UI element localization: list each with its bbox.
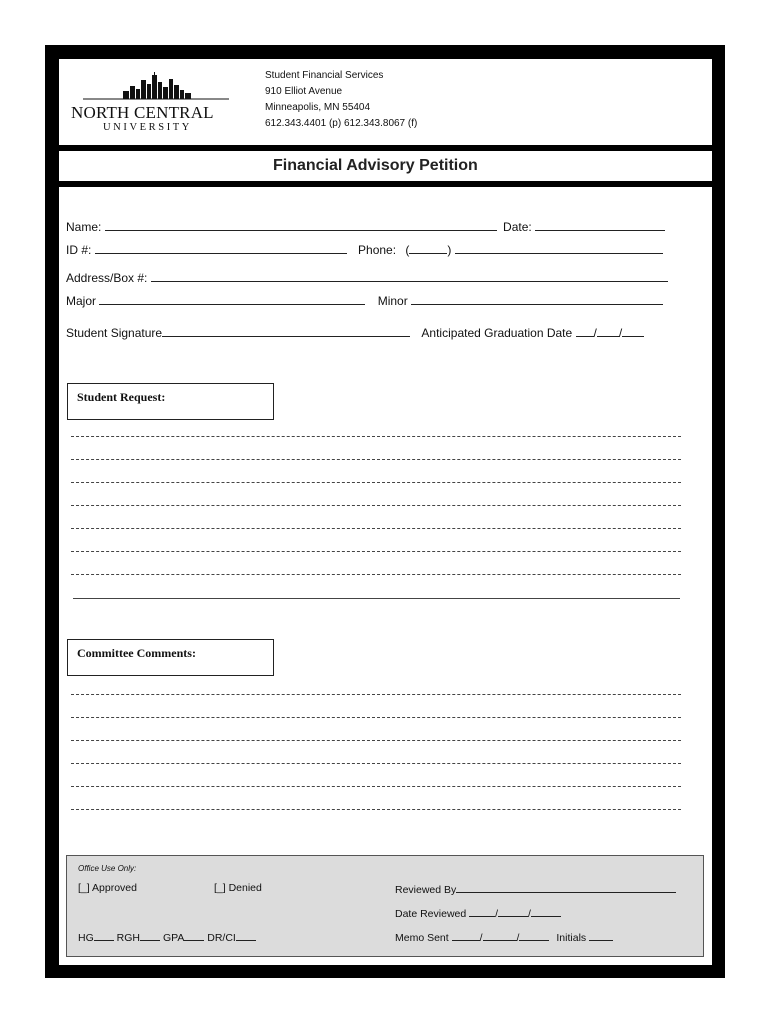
comment-line[interactable] [71, 740, 681, 741]
id-field[interactable] [95, 242, 347, 254]
code-drci: DR/CI [207, 932, 236, 944]
logo-name: NORTH CENTRAL [71, 103, 214, 122]
date-slash: / [593, 326, 597, 340]
major-label: Major [66, 294, 97, 308]
signature-label: Student Signature [66, 326, 163, 340]
date-slash: / [528, 908, 531, 920]
request-line[interactable] [71, 551, 681, 552]
title-bar [59, 151, 712, 181]
request-line[interactable] [73, 598, 680, 599]
grad-year-field[interactable] [622, 325, 644, 337]
approved-checkbox[interactable]: [_] Approved [78, 882, 137, 894]
minor-field[interactable] [411, 293, 663, 305]
date-slash: / [495, 908, 499, 920]
reviewed-by-field[interactable] [456, 882, 676, 893]
phone-paren-open: ( [405, 243, 410, 257]
date-slash: / [479, 932, 483, 944]
request-line[interactable] [71, 528, 681, 529]
reviewed-month-field[interactable] [469, 906, 495, 917]
name-field[interactable] [105, 219, 497, 231]
code-rgh: RGH [116, 932, 141, 944]
request-line[interactable] [71, 574, 681, 575]
comment-line[interactable] [71, 763, 681, 764]
reviewed-by-label: Reviewed By [395, 884, 457, 896]
office-use-heading: Office Use Only: [78, 864, 137, 873]
gpa-field[interactable] [184, 930, 204, 941]
student-request-box [67, 383, 274, 420]
minor-label: Minor [377, 294, 408, 308]
denied-checkbox[interactable]: [_] Denied [214, 882, 262, 894]
address-field[interactable] [151, 270, 668, 282]
comment-line[interactable] [71, 809, 681, 810]
address-line: 612.343.4401 (p) 612.343.8067 (f) [265, 118, 418, 129]
major-minor-row [66, 293, 663, 308]
memo-year-field[interactable] [519, 930, 549, 941]
request-line[interactable] [71, 482, 681, 483]
reviewed-by-row [395, 882, 676, 896]
phone-paren-close: ) [447, 243, 452, 257]
memo-month-field[interactable] [452, 930, 480, 941]
date-slash: / [516, 932, 520, 944]
request-line[interactable] [71, 505, 681, 506]
name-row [66, 219, 665, 234]
header-panel [59, 59, 712, 145]
request-line[interactable] [71, 436, 681, 437]
request-line[interactable] [71, 459, 681, 460]
codes-row [78, 930, 256, 944]
name-label: Name: [66, 220, 102, 234]
code-gpa: GPA [162, 932, 185, 944]
page-title: Financial Advisory Petition [273, 157, 478, 174]
code-hg: HG [78, 932, 94, 944]
phone-label: Phone: [358, 243, 397, 257]
committee-comments-box [67, 639, 274, 676]
date-slash: / [618, 326, 623, 340]
address-row [66, 270, 668, 285]
grad-month-field[interactable] [576, 325, 594, 337]
reviewed-year-field[interactable] [531, 906, 561, 917]
signature-field[interactable] [162, 325, 410, 337]
office-address [265, 68, 417, 132]
comment-line[interactable] [71, 786, 681, 787]
memo-sent-row [395, 930, 613, 944]
comment-line[interactable] [71, 694, 681, 695]
committee-comments-label: Committee Comments: [77, 646, 196, 660]
memo-sent-label: Memo Sent [395, 932, 449, 944]
grad-day-field[interactable] [597, 325, 619, 337]
id-label: ID #: [66, 243, 92, 257]
date-label: Date: [503, 220, 532, 234]
address-line: Minneapolis, MN 55404 [265, 102, 371, 113]
office-use-box [66, 855, 704, 957]
major-field[interactable] [99, 293, 365, 305]
id-row [66, 242, 663, 257]
logo-subtitle: UNIVERSITY [103, 122, 192, 133]
date-reviewed-row [395, 906, 561, 920]
student-request-label: Student Request: [77, 390, 166, 404]
date-reviewed-label: Date Reviewed [395, 908, 467, 920]
phone-field[interactable] [455, 242, 663, 254]
reviewed-day-field[interactable] [498, 906, 528, 917]
drci-field[interactable] [236, 930, 256, 941]
initials-field[interactable] [589, 930, 613, 941]
hg-field[interactable] [94, 930, 114, 941]
area-code-field[interactable] [409, 242, 447, 254]
comment-line[interactable] [71, 717, 681, 718]
address-line: 910 Elliot Avenue [265, 86, 343, 97]
signature-row [66, 325, 644, 340]
rgh-field[interactable] [140, 930, 160, 941]
initials-label: Initials [556, 932, 587, 944]
memo-day-field[interactable] [483, 930, 517, 941]
grad-date-label: Anticipated Graduation Date [421, 326, 573, 340]
address-line: Student Financial Services [265, 70, 384, 81]
date-field[interactable] [535, 219, 665, 231]
city-skyline-logo [81, 71, 231, 101]
address-label: Address/Box #: [66, 271, 148, 285]
